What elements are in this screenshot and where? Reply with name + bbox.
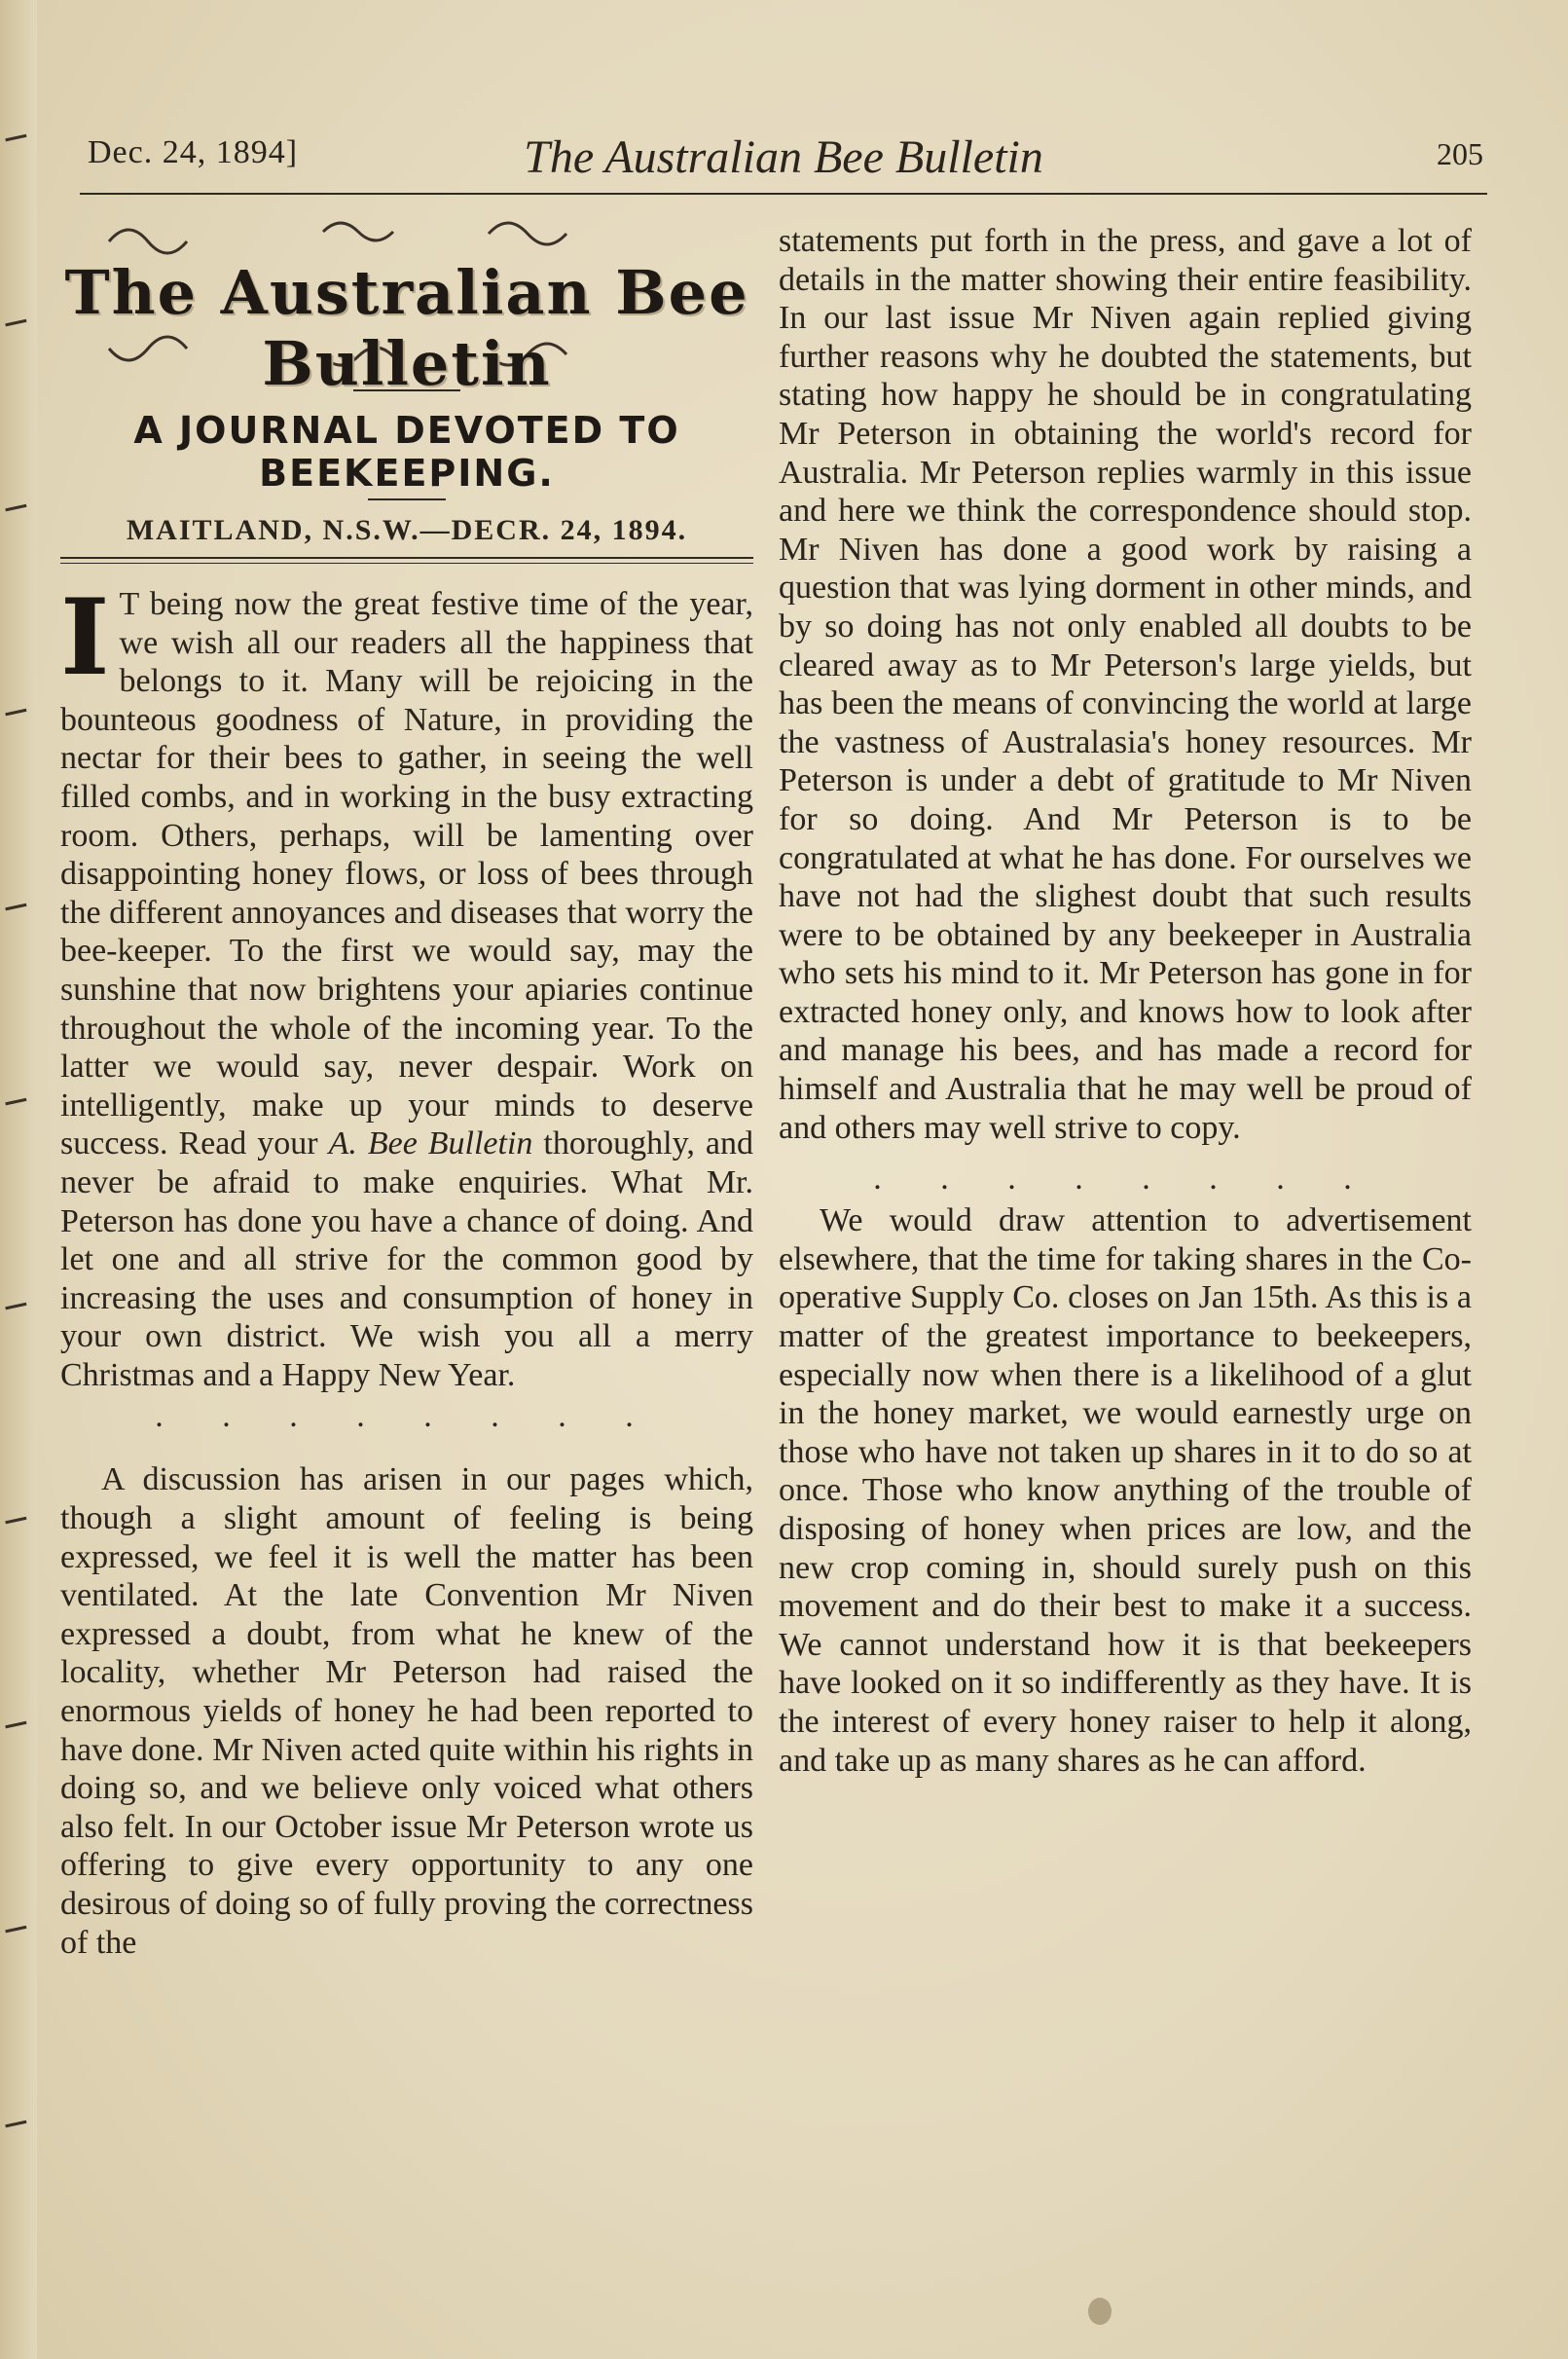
- binding-stitch: [5, 134, 27, 147]
- masthead: [60, 212, 753, 399]
- running-head: [80, 125, 1487, 193]
- header-rule: [80, 193, 1487, 195]
- binding-stitch: [5, 903, 27, 916]
- binding-stitch: [5, 1303, 27, 1315]
- publication-title: The Australian Bee Bulletin: [524, 131, 1043, 183]
- left-column: [60, 212, 753, 1962]
- binding-stitch: [5, 1926, 27, 1938]
- section-separator: . . . . . . . .: [155, 1398, 659, 1435]
- editorial-paragraph: statements put forth in the press, and gave a lot of details in the matter showing their entire feasibility. In our last issue Mr Niven again replied giving further reasons why he doubted the statements, but stating how happy he should be in congratulating Mr Peterson in obtaining the world's record for Australia. Mr Peterson replies warmly in this issue and here we think the correspondence should stop. Mr Niven has done a good work by raising a question that was lying dorment in other minds, and by so doing has not only enabled all doubts to be cleared away as to Mr Peterson's large yields, but has been the means of convincing the world at large the vastness of Australasia's honey resources. Mr Peterson is under a debt of gratitude to Mr Niven for so doing. And Mr Peterson is to be congratulated at what he has done. For ourselves we have not had the slighest doubt that such results were to be obtained by any beekeeper in Australia who sets his mind to it. Mr Peterson has gone in for extracted honey only, and knows how to look after and manage his bees, and has made a record for himself and Australia that he may well be proud of and others may well strive to copy.: [779, 223, 1472, 1146]
- divider: [368, 498, 446, 500]
- binding-stitch: [5, 319, 27, 332]
- dateline: MAITLAND, N.S.W.—DECR. 24, 1894.: [126, 514, 688, 546]
- masthead-title: The Australian Bee Bulletin: [64, 257, 749, 399]
- binding-stitch: [5, 1721, 27, 1734]
- issue-date: Dec. 24, 1894]: [88, 134, 299, 170]
- editorial-paragraph: [60, 576, 753, 1394]
- binding-stitch: [5, 2120, 27, 2133]
- paragraph-text: T being now the great festive time of the year, we wish all our readers all the happiness that belongs to it. Many will be rejoicing in the bounteous goodness of Nature, in providing the nectar for their bees to gather, in seeing the well filled combs, and in working in the busy extracting room. Others, perhaps, will be lamenting over disappointing honey flows, or loss of bees through the different annoyances and diseases that worry the bee-keeper. To the first we would say, may the sunshine that now brightens your apiaries continue throughout the whole of the incoming year. To the latter we would say, never despair. Work on intelligently, make up your minds to deserve success. Read your: [60, 586, 753, 1162]
- right-column: [779, 222, 1472, 1780]
- double-rule: [60, 557, 753, 564]
- binding-stitch: [5, 1098, 27, 1111]
- drop-cap: I: [60, 576, 110, 699]
- paragraph-text: thoroughly, and never be afraid to make enquiries. What Mr. Peterson has done you have a chance of doing. And let one and all strive for the common good by increasing the uses and consumption of honey in your own district. We wish you all a merry Christmas and a Happy New Year.: [60, 1125, 753, 1393]
- editorial-paragraph: We would draw attention to advertisement elsewhere, that the time for taking shares in the Co-operative Supply Co. closes on Jan 15th. As this is a matter of the greatest importance to beekeepers, especially now when there is a likelihood of a glut in the honey market, we would earnestly urge on those who have not taken up shares in it to do so at once. Those who know anything of the trouble of disposing of honey when prices are low, and the new crop coming in, should surely push on this movement and do their best to make it a success. We cannot understand how it is that beekeepers have looked on it so indifferently as they have. It is the interest of every honey raiser to help it along, and take up as many shares as he can afford.: [779, 1202, 1472, 1779]
- binding-stitch: [5, 504, 27, 517]
- section-separator: . . . . . . . .: [873, 1161, 1377, 1198]
- page-binding: [0, 0, 37, 2359]
- page-number: 205: [1437, 136, 1483, 171]
- binding-stitch: [5, 1517, 27, 1530]
- bulletin-reference: A. Bee Bulletin: [328, 1125, 533, 1162]
- ink-stain: [1088, 2298, 1112, 2325]
- editorial-paragraph: A discussion has arisen in our pages which, though a slight amount of feeling is being expressed, we feel it is well the matter has been ventilated. At the late Convention Mr Niven expressed a doubt, from what he knew of the locality, whether Mr Peterson had raised the enormous yields of honey he had been reported to have done. Mr Niven acted quite within his rights in doing so, and we believe only voiced what others also felt. In our October issue Mr Peterson wrote us offering to give every opportunity to any one desirous of doing so of fully proving the correctness of the: [60, 1461, 753, 1961]
- binding-stitch: [5, 709, 27, 721]
- journal-subtitle: A JOURNAL DEVOTED TO BEEKEEPING.: [133, 409, 680, 495]
